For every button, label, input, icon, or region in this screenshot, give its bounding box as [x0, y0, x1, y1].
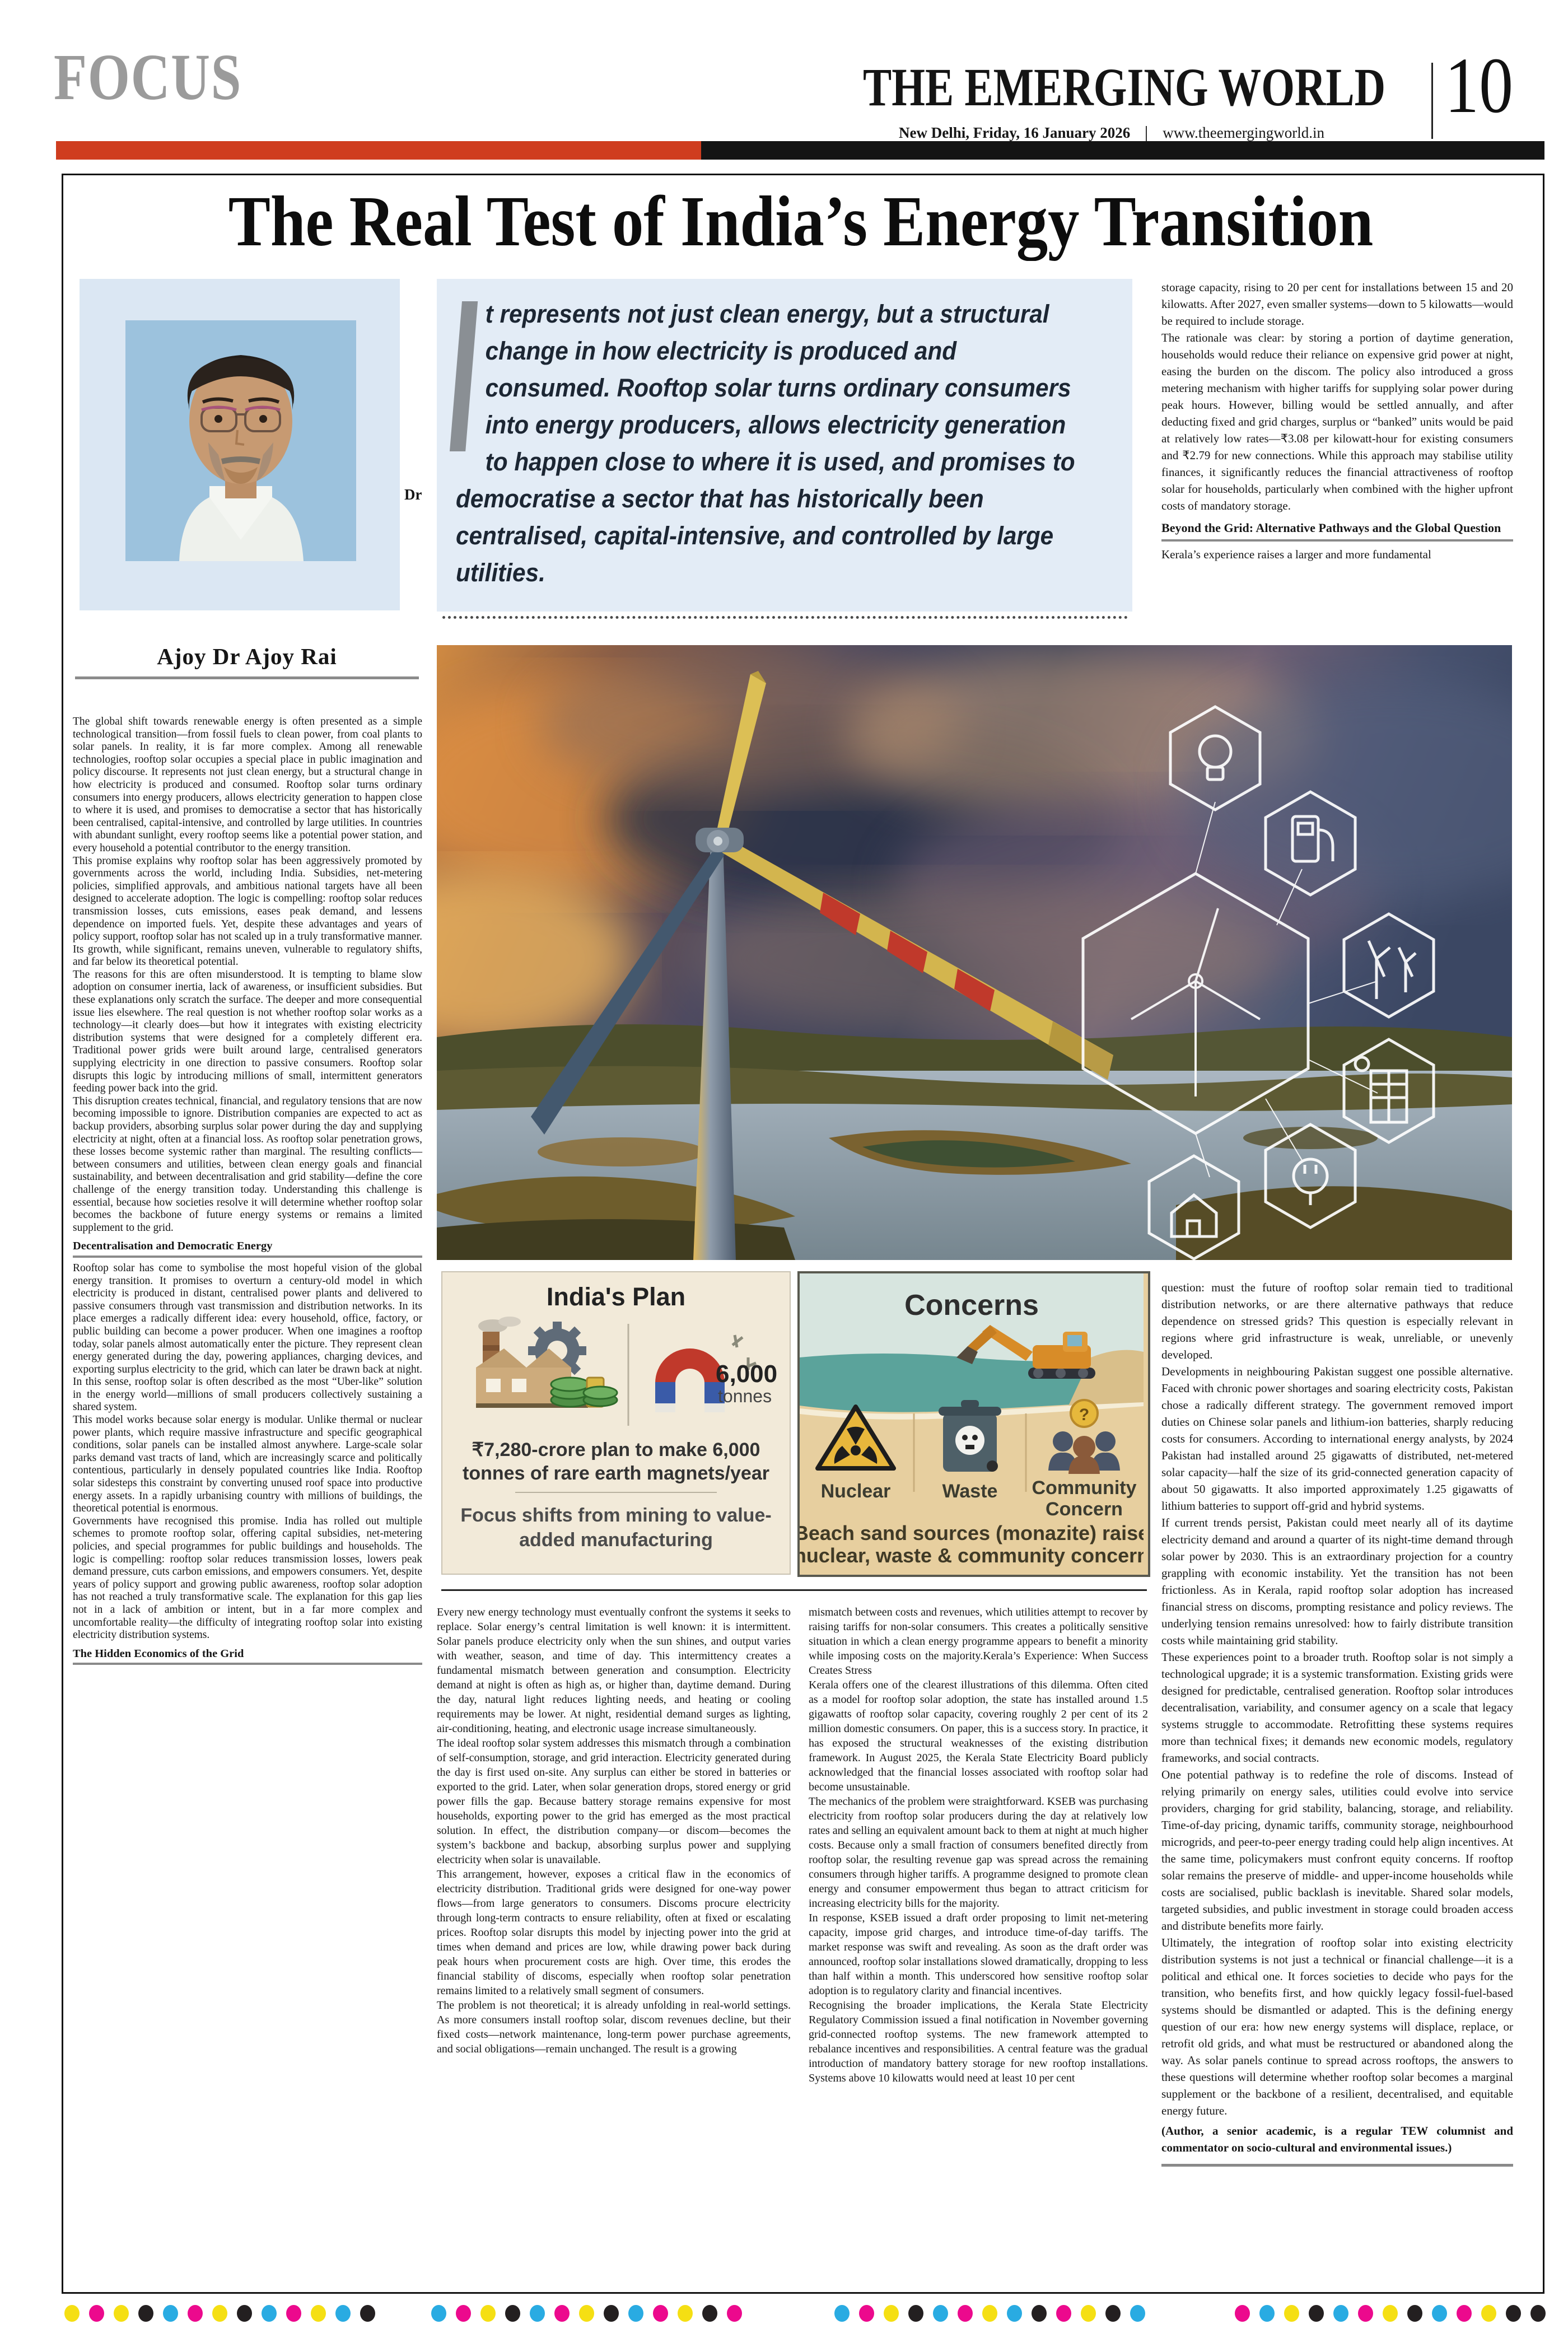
- registration-dot: [1235, 2305, 1250, 2322]
- dot-group: [431, 2305, 742, 2322]
- registration-dot: [1032, 2305, 1047, 2322]
- nuclear-label: Nuclear: [820, 1481, 891, 1502]
- pull-quote-text: t represents not just clean energy, but a structural change in how electricity is produced and consumed. Rooftop solar turns ordinary consumers into energy producers, allows electricity generation to happen close to where it is used, and promises to democratise a sector that has historically been centralised, capital-intensive, and controlled by large utilities.: [456, 296, 1077, 591]
- dateline-divider: [1146, 126, 1147, 143]
- paragraph: In response, KSEB issued a draft order proposing to limit net-metering capacity, impose grid charges, and introduce time-of-day tariffs. The market response was swift and revealing. As soon as the draft order was announced, rooftop solar installations slowed dramatically, dropping to less than half within a month. This underscored how sensitive rooftop solar adoption is to regulatory clarity and financial incentives.: [809, 1912, 1148, 1997]
- body-column-4-top: [1161, 279, 1513, 563]
- masthead-title: THE EMERGING WORLD: [863, 57, 1386, 117]
- registration-dot: [1105, 2305, 1121, 2322]
- registration-dot: [431, 2305, 446, 2322]
- registration-dot: [360, 2305, 375, 2322]
- paragraph: The ideal rooftop solar system addresses this mismatch through a combination of self-consumption, storage, and grid interaction. Electricity generated during the day is first used on-site. Any surplus can either be stored in batteries or exported to the grid. Later, when solar generation drops, stored energy or grid power fills the gap. Because battery storage remains expensive for most households, exporting power to the grid has emerged as the most practical solution. In effect, the distribution company—or discom—becomes the system’s backbone and backup, absorbing surplus power and supplying electricity when solar is unavailable.: [437, 1737, 791, 1866]
- paragraph: The reasons for this are often misunderstood. It is tempting to blame slow adoption on consumer inertia, lack of awareness, or insufficient subsidies. But these explanations only scratch the surface. The deeper and more consequential issue lies elsewhere. The real question is not whether rooftop solar works as a technology—it clearly does—but how it integrates with existing electricity distribution systems that were designed for a completely different era. Traditional power grids were built around large, centralised generators supplying electricity in one direction to passive consumers. Rooftop solar disrupts this logic by introducing millions of small, intermittent generators feeding power back into the grid.: [73, 968, 422, 1095]
- paragraph: Kerala offers one of the clearest illustrations of this dilemma. Often cited as a model for rooftop solar adoption, the state has installed around 1.5 gigawatts of rooftop solar capacity, covering roughly 2 per cent of its 2 million domestic consumers. On paper, this is a success story. In practice, it has exposed the structural weaknesses of the existing distribution framework. In August 2025, the Kerala State Electricity Board publicly acknowledged that the financial losses associated with rooftop solar had become unsustainable.: [809, 1679, 1148, 1793]
- community-label-2: Concern: [1046, 1499, 1123, 1520]
- registration-dot: [1259, 2305, 1275, 2322]
- paragraph: storage capacity, rising to 20 per cent for installations between 15 and 20 kilowatts. After 2027, even smaller systems—down to 5 kilowatts—would be required to include storage.: [1161, 281, 1513, 328]
- registration-dot: [114, 2305, 129, 2322]
- paragraph: This disruption creates technical, financial, and regulatory tensions that are now becoming impossible to ignore. Distribution companies are expected to act as backup providers, absorbing surplus solar power during the day and supplying electricity at night, often at a financial loss. As rooftop solar penetration grows, these losses become systemic rather than marginal. The resulting conflicts—between consumers and utilities, between clean energy goals and financial sustainability, and between decentralisation and grid stability—define the core challenge of the energy transition today. Understanding this challenge is essential, because how societies resolve it will determine whether rooftop solar becomes the backbone of future energy systems or remains a limited supplement to the grid.: [73, 1095, 422, 1234]
- paragraph: Rooftop solar has come to symbolise the most hopeful vision of the global energy transition. It promises to overturn a century-old model in which electricity is produced in distant, centralised power plants and delivered to passive consumers through vast transmission and distribution networks. In its place emerges a radically different idea: every household, office, factory, or public building can become a power producer. When one imagines a rooftop today, solar panels almost automatically enter the picture. They represent clean energy generated during the day, powering appliances, charging devices, and exporting surplus electricity to the grid, which can later be drawn back at night. In this sense, rooftop solar is often described as the most “Uber-like” solution in the energy world—millions of small producers collectively sustaining a shared system.: [73, 1262, 422, 1413]
- print-registration-dots: [0, 2305, 1568, 2327]
- paragraph: Governments have recognised this promise. India has rolled out multiple schemes to promote rooftop solar, offering capital subsidies, net-metering policies, and special programmes for public buildings and households. The logic is compelling: rooftop solar reduces transmission losses, lowers peak demand pressure, cuts carbon emissions, and empowers consumers. Yet, despite years of policy support and growing public awareness, rooftop solar adoption has not reached a truly transformative scale. The explanation for this gap lies not in a lack of ambition or intent, but in a far more complex and uncomfortable reality—the difficulty of integrating rooftop solar into existing electricity distribution systems.: [73, 1515, 422, 1641]
- dot-group: [64, 2305, 375, 2322]
- registration-dot: [1309, 2305, 1324, 2322]
- registration-dot: [884, 2305, 899, 2322]
- waste-icon: [939, 1400, 1001, 1472]
- wind-turbine-photo: [437, 645, 1512, 1260]
- concerns-caption-line1: Beach sand sources (monazite) raise: [800, 1522, 1144, 1544]
- registration-dot: [859, 2305, 874, 2322]
- paragraph: One potential pathway is to redefine the role of discoms. Instead of relying primarily on energy sales, utilities could evolve into service providers, charging for grid stability, balancing, storage, and reliability. Time-of-day pricing, dynamic tariffs, community storage, neighbourhood microgrids, and peer-to-peer energy trading could help align incentives. At the same time, policymakers must confront equity concerns. If rooftop solar remains the preserve of middle- and upper-income households while costs are socialised, public backlash is inevitable. Shared solar models, targeted subsidies, and public investment in storage could broaden access and distribute benefits more fairly.: [1161, 1768, 1513, 1933]
- paragraph: Recognising the broader implications, the Kerala State Electricity Regulatory Commission issued a final notification in November governing grid-connected rooftop systems. The new framework attempted to rebalance incentives and responsibilities. A central feature was the gradual introduction of mandatory battery storage for new rooftop installations. Systems above 10 kilowatts would need at least 10 per cent: [809, 1999, 1148, 2084]
- registration-dot: [335, 2305, 351, 2322]
- community-label-1: Community: [1032, 1477, 1137, 1499]
- registration-dot: [163, 2305, 178, 2322]
- plan-illustration: [454, 1316, 778, 1434]
- registration-dot: [628, 2305, 643, 2322]
- paragraph: (Author, a senior academic, is a regular TEW columnist and commentator on socio-cultural and environmental issues.): [1161, 2122, 1513, 2167]
- registration-dot: [456, 2305, 471, 2322]
- infographic-bottom-rule: [441, 1589, 1147, 1591]
- subheading: Decentralisation and Democratic Energy: [73, 1240, 422, 1258]
- registration-dot: [1130, 2305, 1145, 2322]
- plan-stat-unit: tonnes: [718, 1386, 772, 1406]
- registration-dot: [958, 2305, 973, 2322]
- registration-dot: [1056, 2305, 1071, 2322]
- registration-dot: [653, 2305, 668, 2322]
- svg-text:?: ?: [1079, 1406, 1090, 1424]
- registration-dot: [530, 2305, 545, 2322]
- registration-dot: [579, 2305, 594, 2322]
- registration-dot: [286, 2305, 301, 2322]
- pull-quote-panel: [437, 279, 1132, 612]
- concerns-title: Concerns: [904, 1289, 1039, 1322]
- registration-dot: [188, 2305, 203, 2322]
- plan-title: India's Plan: [546, 1282, 686, 1311]
- paragraph: The problem is not theoretical; it is already unfolding in real-world settings. As more consumers install rooftop solar, discom revenues decline, but their fixed costs—network maintenance, long-term power purchase agreements, and social obligations—remain unchanged. The result is a growing: [437, 1999, 791, 2055]
- plan-footnote: Focus shifts from mining to value-added manufacturing: [460, 1505, 772, 1551]
- paragraph: question: must the future of rooftop solar remain tied to traditional distribution networks, or are there alternative pathways that reduce dependence on stressed grids? This question is especially relevant in regions where grid infrastructure is weak, unreliable, or unevenly developed.: [1161, 1281, 1513, 1361]
- dateline-text: New Delhi, Friday, 16 January 2026: [899, 124, 1131, 141]
- concerns-caption-line2: nuclear, waste & community concern: [800, 1544, 1144, 1567]
- registration-dot: [908, 2305, 923, 2322]
- registration-dot: [604, 2305, 619, 2322]
- registration-dot: [1358, 2305, 1373, 2322]
- byline-rule: [75, 676, 419, 679]
- page-number-divider: [1431, 63, 1433, 139]
- subheading: Beyond the Grid: Alternative Pathways and the Global Question: [1161, 520, 1513, 542]
- waste-label: Waste: [942, 1481, 998, 1502]
- paragraph: Ultimately, the integration of rooftop solar into existing electricity distribution systems is not just a technical or financial challenge—it is a political and ethical one. It forces societies to decide who pays for the transition, who benefits first, and how quickly legacy fossil-fuel-based systems should be dismantled or adapted. This is the defining energy question of our era: how new energy systems will displace, replace, or retrofit old grids, and what must be restructured or abandoned along the way. As solar panels continue to spread across rooftops, the answers to these questions will determine whether rooftop solar becomes a marginal supplement or the backbone of a resilient, decentralised, and equitable energy future.: [1161, 1936, 1513, 2117]
- infographic-indias-plan: [441, 1271, 791, 1575]
- registration-dot: [1506, 2305, 1521, 2322]
- author-byline: Ajoy Dr Ajoy Rai: [157, 643, 337, 669]
- paragraph: mismatch between costs and revenues, which utilities attempt to recover by raising tariffs for non-solar consumers. This creates a politically sensitive situation in which a clean energy programme appears to benefit a minority while imposing costs on the majority.Kerala’s Experience: When Success Creates Stress: [809, 1606, 1148, 1677]
- paragraph: If current trends persist, Pakistan could meet nearly all of its daytime electricity demand and around a quarter of its night-time demand through solar power by 2030. This is an extraordinary projection for a country grappling with economic instability. Yet the transition has not been frictionless. As in Kerala, rapid rooftop solar adoption has increased financial stress on discoms, prompting resistance and policy reviews. The underlying tension remains unresolved: how to fairly distribute transition costs while maintaining grid stability.: [1161, 1516, 1513, 1647]
- registration-dot: [1383, 2305, 1398, 2322]
- registration-dot: [1530, 2305, 1546, 2322]
- registration-dot: [1432, 2305, 1447, 2322]
- paragraph: This arrangement, however, exposes a critical flaw in the economics of electricity distribution. Traditional grids were designed for one-way power flows—from large generators to consumers. Discoms procure electricity through long-term contracts to ensure reliability, often at fixed or escalating prices. Rooftop solar disrupts this model by injecting power into the grid at times when demand and prices are low, while drawing power back during peak hours when procurement costs are high. Over time, this erodes the financial stability of discoms, especially when rooftop solar penetration remains limited to a relatively small segment of consumers.: [437, 1868, 791, 1997]
- paragraph: Kerala’s experience raises a larger and more fundamental: [1161, 548, 1431, 561]
- website-text: www.theemergingworld.in: [1163, 124, 1324, 141]
- paragraph: This model works because solar energy is modular. Unlike thermal or nuclear power plants, which require massive infrastructure and specific geographical conditions, solar panels can be installed almost anywhere. Large-scale solar parks demand vast tracts of land, which are increasingly scarce and politically contentious, particularly in densely populated countries like India. Rooftop solar sidesteps this constraint by converting unused roof space into productive energy assets. In a rapidly urbanising country with millions of buildings, the theoretical potential is enormous.: [73, 1414, 422, 1515]
- paragraph: The rationale was clear: by storing a portion of daytime generation, households would reduce their reliance on expensive grid power at night, easing the burden on the discom. The policy also introduced a gross metering mechanism with higher tariffs for supplying solar power during peak hours. However, billing would be settled annually, and after deducting fixed and grid charges, surplus or “banked” units would be paid at relatively low rates—₹3.08 per kilowatt-hour for existing consumers and ₹2.79 for new connections. While this approach may stabilise utility finances, it significantly reduces the financial attractiveness of rooftop solar for households, particularly when combined with the higher upfront costs of mandatory storage.: [1161, 331, 1513, 512]
- registration-dot: [1081, 2305, 1096, 2322]
- plan-divider: [515, 1492, 717, 1493]
- registration-dot: [834, 2305, 850, 2322]
- paragraph: Developments in neighbouring Pakistan suggest one possible alternative. Faced with chronic power shortages and soaring electricity costs, Pakistan chose a radically different strategy. The government removed import duties on Chinese solar panels and lithium-ion batteries, sharply reducing costs for consumers. According to international energy analysts, by 2024 Pakistan had installed around 25 gigawatts of distributed, net-metered solar capacity—half the size of its grid-connected generation capacity of about 50 gigawatts. It also imported approximately 1.25 gigawatts of lithium batteries to support off-grid and hybrid systems.: [1161, 1365, 1513, 1513]
- registration-dot: [727, 2305, 742, 2322]
- drop-cap-i: [450, 301, 478, 451]
- paragraph: This promise explains why rooftop solar has been aggressively promoted by governments across the world, including India. Subsidies, net-metering policies, simplified approvals, and ambitious national targets have all been designed to accelerate adoption. The logic is compelling: rooftop solar reduces transmission losses, cuts emissions, eases peak demand, and lessens dependence on imported fuels. Yet, despite these advantages and years of policy support, rooftop solar has not scaled up in a truly transformative manner. Its growth, while significant, remains uneven, vulnerable to regulatory shifts, and far below its theoretical potential.: [73, 855, 422, 968]
- registration-dot: [505, 2305, 520, 2322]
- registration-dot: [1481, 2305, 1496, 2322]
- body-column-1: [73, 716, 422, 1669]
- paragraph: The global shift towards renewable energy is often presented as a simple technological transition—from fossil fuels to clean power, from coal plants to solar panels. In reality, it is far more complex. Among all renewable technologies, rooftop solar occupies a special place in public imagination and policy discourse. It represents not just clean energy, but a structural change in how electricity is produced and consumed. Rooftop solar turns ordinary consumers into energy producers, allows electricity generation to happen close to where it is used, and promises to democratise a sector that has historically been centralised, capital-intensive, and controlled by large utilities. In countries with abundant sunlight, every rooftop seems like a potential power station, and every household a potential contributor to the energy transition.: [73, 716, 422, 854]
- registration-dot: [982, 2305, 997, 2322]
- registration-dot: [1333, 2305, 1348, 2322]
- registration-dot: [64, 2305, 80, 2322]
- money-icon: [551, 1378, 617, 1407]
- dot-group: [834, 2305, 1145, 2322]
- registration-dot: [237, 2305, 252, 2322]
- infographic-concerns: [797, 1271, 1150, 1577]
- registration-dot: [1457, 2305, 1472, 2322]
- registration-dot: [554, 2305, 570, 2322]
- registration-dot: [933, 2305, 948, 2322]
- registration-dot: [311, 2305, 326, 2322]
- header-accent-bar-red: [56, 141, 701, 160]
- paragraph: The mechanics of the problem were straightforward. KSEB was purchasing electricity from rooftop solar producers during the day at relatively low rates and selling an equivalent amount back to them at night at much higher costs. Because only a small fraction of consumers benefited directly from rooftop solar, the resulting revenue gap was spread across the remaining consumers through higher tariffs. A programme designed to promote clean energy and consumer empowerment thus began to attract criticism for increasing electricity bills for the majority.: [809, 1795, 1148, 1910]
- photo-caption-dr: Dr: [404, 486, 422, 503]
- dot-group: [1235, 2305, 1546, 2322]
- paragraph: Every new energy technology must eventually confront the systems it seeks to replace. Solar energy’s central limitation is well known: it is intermittent. Solar panels produce electricity only when the sun shines, and output varies with weather, season, and time of day. This intermittency creates a fundamental mismatch between generation and consumption. Electricity demand at night is often as high as, or higher than, daytime demand. During the day, natural light reduces lighting needs, and heating or cooling requirements may be lower. At night, residential demand surges as lighting, air-conditioning, heating, and electronic usage increase simultaneously.: [437, 1606, 791, 1735]
- body-column-4-bottom: [1161, 1279, 1513, 2167]
- pull-quote-dotted-rule: [442, 616, 1128, 619]
- body-column-2: [437, 1605, 791, 2056]
- plan-stat-value: 6,000: [716, 1360, 778, 1388]
- registration-dot: [138, 2305, 153, 2322]
- body-column-3: [809, 1605, 1148, 2085]
- subheading: The Hidden Economics of the Grid: [73, 1648, 422, 1665]
- paragraph: These experiences point to a broader truth. Rooftop solar is not simply a technological upgrade; it is a systemic transformation. Existing grids were designed for predictable, centralised generation. Rooftop solar introduces decentralisation, variability, and consumer agency on a scale that legacy systems struggle to accommodate. Retrofitting these systems requires more than technical fixes; it demands new economic models, regulatory frameworks, and social contracts.: [1161, 1650, 1513, 1765]
- plan-caption: ₹7,280-crore plan to make 6,000 tonnes of rare earth magnets/year: [463, 1439, 769, 1484]
- section-label: FOCUS: [54, 40, 242, 114]
- registration-dot: [702, 2305, 717, 2322]
- registration-dot: [678, 2305, 693, 2322]
- registration-dot: [262, 2305, 277, 2322]
- registration-dot: [1284, 2305, 1299, 2322]
- header-accent-bar-black: [701, 141, 1544, 160]
- registration-dot: [1007, 2305, 1022, 2322]
- registration-dot: [480, 2305, 496, 2322]
- masthead-dateline: [823, 124, 1400, 143]
- registration-dot: [1407, 2305, 1422, 2322]
- page-number: 10: [1445, 41, 1514, 129]
- registration-dot: [212, 2305, 227, 2322]
- article-headline: The Real Test of India’s Energy Transition: [228, 181, 1374, 261]
- author-portrait-photo: [125, 320, 356, 561]
- registration-dot: [89, 2305, 104, 2322]
